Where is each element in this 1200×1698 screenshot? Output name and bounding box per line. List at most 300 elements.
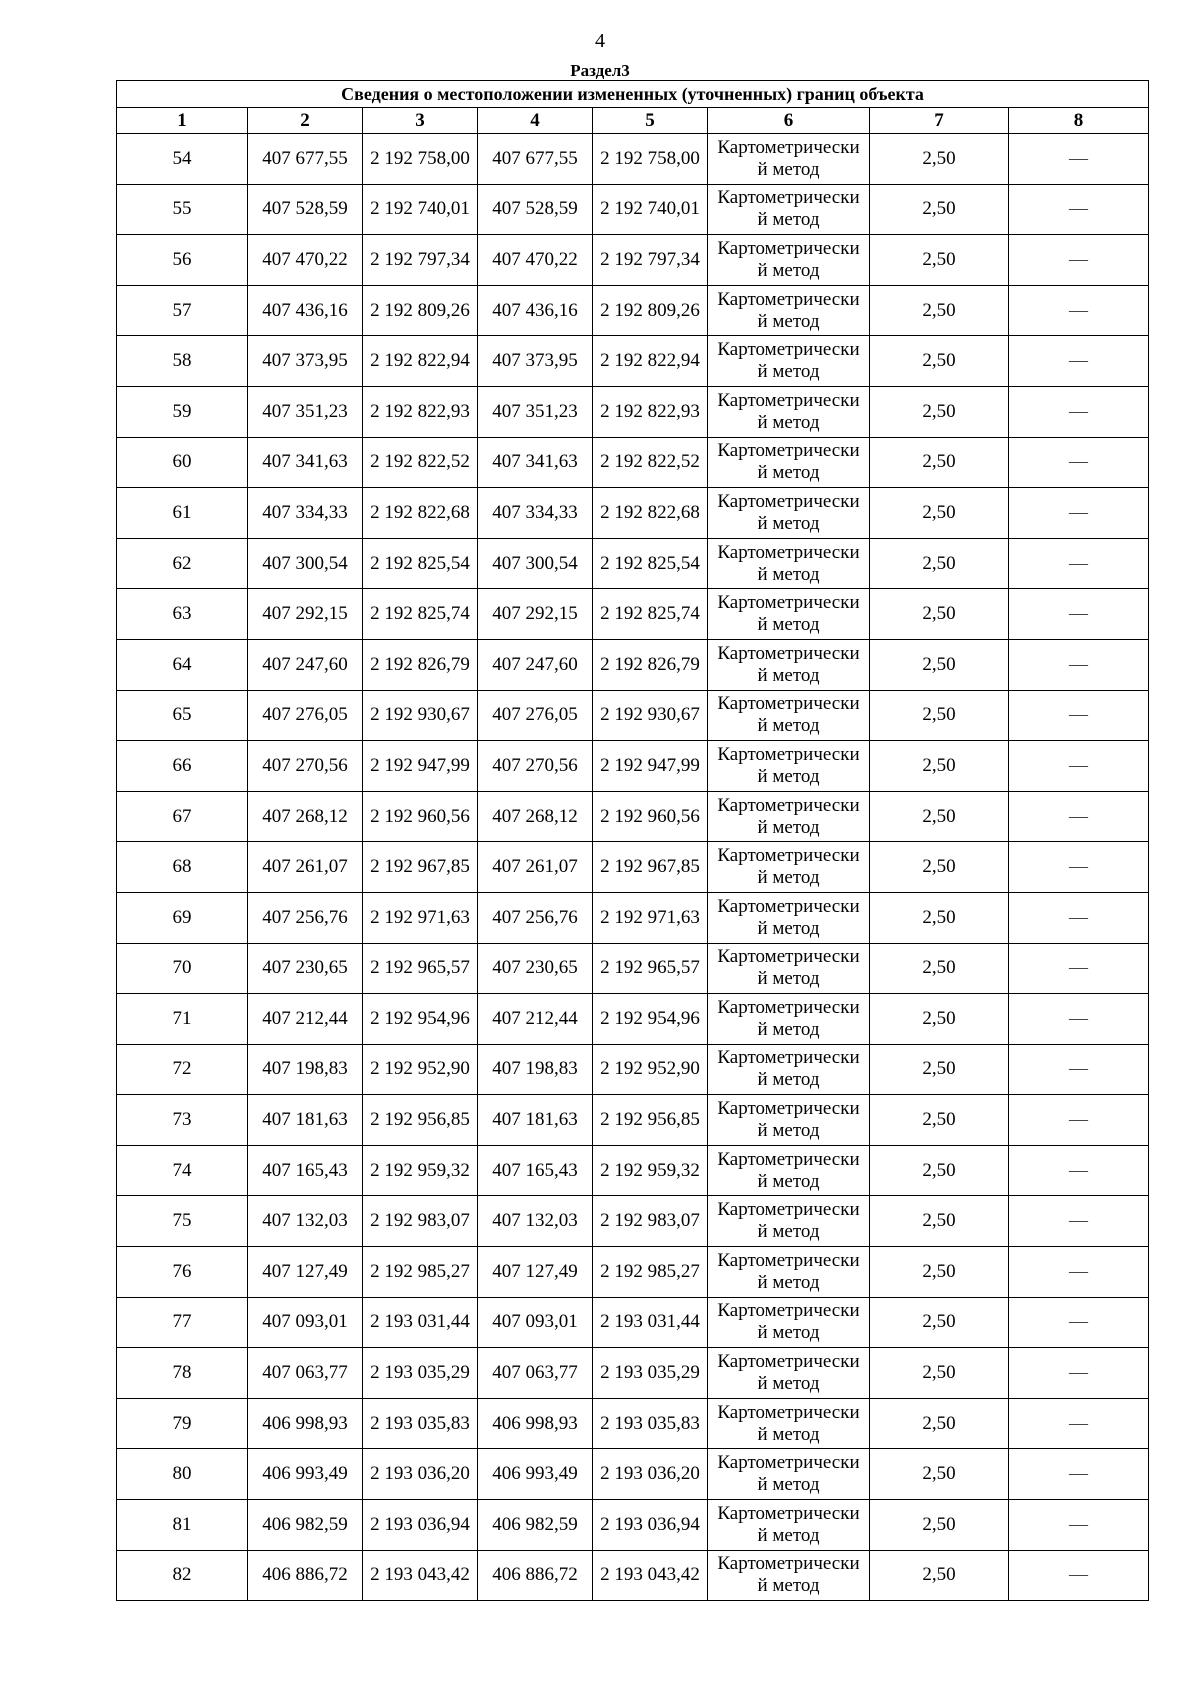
precision-value: 2,50: [870, 1145, 1009, 1196]
existing-x-coordinate: 407 677,55: [248, 134, 363, 185]
new-y-coordinate: 2 192 985,27: [593, 1247, 708, 1298]
precision-value: 2,50: [870, 336, 1009, 387]
table-row: [117, 1247, 1149, 1298]
determination-method: [708, 285, 870, 336]
method-line-2: й метод: [757, 1271, 820, 1293]
existing-x-coordinate: 407 268,12: [248, 791, 363, 842]
new-x-coordinate: 406 886,72: [478, 1550, 593, 1601]
existing-y-coordinate: 2 192 809,26: [363, 285, 478, 336]
column-number: 2: [248, 108, 363, 134]
method-line-2: й метод: [757, 1322, 820, 1344]
point-number: 58: [117, 336, 248, 387]
determination-method: [708, 1297, 870, 1348]
point-number: 70: [117, 943, 248, 994]
empty-mark: —: [1009, 1196, 1149, 1247]
new-x-coordinate: 407 256,76: [478, 892, 593, 943]
table-row: [117, 1297, 1149, 1348]
determination-method: [708, 791, 870, 842]
point-number: 64: [117, 639, 248, 690]
precision-value: 2,50: [870, 235, 1009, 286]
existing-y-coordinate: 2 192 822,94: [363, 336, 478, 387]
new-x-coordinate: 407 341,63: [478, 437, 593, 488]
new-x-coordinate: 407 276,05: [478, 690, 593, 741]
table-caption: Сведения о местоположении измененных (уточненных) границ объекта: [117, 81, 1149, 108]
existing-y-coordinate: 2 192 971,63: [363, 892, 478, 943]
empty-mark: —: [1009, 184, 1149, 235]
existing-x-coordinate: 407 334,33: [248, 488, 363, 539]
new-x-coordinate: 407 063,77: [478, 1348, 593, 1399]
method-line-1: Картометрически: [717, 743, 860, 765]
existing-y-coordinate: 2 193 036,94: [363, 1500, 478, 1551]
new-x-coordinate: 406 998,93: [478, 1398, 593, 1449]
new-x-coordinate: 407 334,33: [478, 488, 593, 539]
table-row: [117, 791, 1149, 842]
method-line-2: й метод: [757, 1524, 820, 1546]
precision-value: 2,50: [870, 943, 1009, 994]
existing-y-coordinate: 2 192 983,07: [363, 1196, 478, 1247]
existing-x-coordinate: 407 198,83: [248, 1044, 363, 1095]
determination-method: [708, 1500, 870, 1551]
new-x-coordinate: 407 300,54: [478, 538, 593, 589]
point-number: 66: [117, 741, 248, 792]
empty-mark: —: [1009, 741, 1149, 792]
new-y-coordinate: 2 192 822,68: [593, 488, 708, 539]
table-row: [117, 1550, 1149, 1601]
method-line-1: Картометрически: [717, 1199, 860, 1221]
existing-x-coordinate: 407 436,16: [248, 285, 363, 336]
existing-x-coordinate: 407 127,49: [248, 1247, 363, 1298]
determination-method: [708, 1398, 870, 1449]
method-line-2: й метод: [757, 614, 820, 636]
method-line-1: Картометрически: [717, 1249, 860, 1271]
new-y-coordinate: 2 192 797,34: [593, 235, 708, 286]
empty-mark: —: [1009, 134, 1149, 185]
existing-x-coordinate: 407 270,56: [248, 741, 363, 792]
table-row: [117, 1449, 1149, 1500]
new-x-coordinate: 407 436,16: [478, 285, 593, 336]
existing-x-coordinate: 407 181,63: [248, 1095, 363, 1146]
precision-value: 2,50: [870, 892, 1009, 943]
method-line-2: й метод: [757, 259, 820, 281]
empty-mark: —: [1009, 1398, 1149, 1449]
method-line-2: й метод: [757, 361, 820, 383]
method-line-1: Картометрически: [717, 1098, 860, 1120]
precision-value: 2,50: [870, 1095, 1009, 1146]
method-line-1: Картометрически: [717, 1148, 860, 1170]
existing-y-coordinate: 2 192 967,85: [363, 842, 478, 893]
new-y-coordinate: 2 192 822,52: [593, 437, 708, 488]
point-number: 54: [117, 134, 248, 185]
table-row: [117, 488, 1149, 539]
determination-method: [708, 639, 870, 690]
determination-method: [708, 892, 870, 943]
determination-method: [708, 690, 870, 741]
precision-value: 2,50: [870, 1500, 1009, 1551]
method-line-1: Картометрически: [717, 1553, 860, 1575]
precision-value: 2,50: [870, 690, 1009, 741]
new-x-coordinate: 407 093,01: [478, 1297, 593, 1348]
page-number: 4: [595, 30, 605, 52]
new-x-coordinate: 407 181,63: [478, 1095, 593, 1146]
new-x-coordinate: 407 165,43: [478, 1145, 593, 1196]
empty-mark: —: [1009, 892, 1149, 943]
table-row: [117, 1044, 1149, 1095]
new-x-coordinate: 407 373,95: [478, 336, 593, 387]
existing-x-coordinate: 407 256,76: [248, 892, 363, 943]
point-number: 78: [117, 1348, 248, 1399]
new-y-coordinate: 2 192 758,00: [593, 134, 708, 185]
existing-y-coordinate: 2 192 985,27: [363, 1247, 478, 1298]
method-line-1: Картометрически: [717, 996, 860, 1018]
precision-value: 2,50: [870, 134, 1009, 185]
existing-y-coordinate: 2 193 036,20: [363, 1449, 478, 1500]
precision-value: 2,50: [870, 1348, 1009, 1399]
column-number: 7: [870, 108, 1009, 134]
method-line-2: й метод: [757, 816, 820, 838]
table-row: [117, 184, 1149, 235]
method-line-2: й метод: [757, 1221, 820, 1243]
empty-mark: —: [1009, 842, 1149, 893]
empty-mark: —: [1009, 437, 1149, 488]
determination-method: [708, 1550, 870, 1601]
new-x-coordinate: 406 993,49: [478, 1449, 593, 1500]
method-line-2: й метод: [757, 867, 820, 889]
method-line-2: й метод: [757, 563, 820, 585]
existing-y-coordinate: 2 192 826,79: [363, 639, 478, 690]
method-line-1: Картометрически: [717, 642, 860, 664]
existing-y-coordinate: 2 192 952,90: [363, 1044, 478, 1095]
method-line-2: й метод: [757, 1018, 820, 1040]
column-number: 8: [1009, 108, 1149, 134]
table-row: [117, 386, 1149, 437]
method-line-1: Картометрически: [717, 1452, 860, 1474]
method-line-2: й метод: [757, 209, 820, 231]
new-y-coordinate: 2 192 952,90: [593, 1044, 708, 1095]
new-x-coordinate: 407 351,23: [478, 386, 593, 437]
method-line-1: Картометрически: [717, 237, 860, 259]
point-number: 59: [117, 386, 248, 437]
table-row: [117, 538, 1149, 589]
empty-mark: —: [1009, 1247, 1149, 1298]
empty-mark: —: [1009, 1449, 1149, 1500]
existing-x-coordinate: 407 132,03: [248, 1196, 363, 1247]
new-x-coordinate: 407 268,12: [478, 791, 593, 842]
precision-value: 2,50: [870, 1449, 1009, 1500]
precision-value: 2,50: [870, 488, 1009, 539]
existing-y-coordinate: 2 192 822,52: [363, 437, 478, 488]
new-y-coordinate: 2 192 967,85: [593, 842, 708, 893]
point-number: 67: [117, 791, 248, 842]
method-line-2: й метод: [757, 310, 820, 332]
point-number: 72: [117, 1044, 248, 1095]
method-line-1: Картометрически: [717, 946, 860, 968]
existing-x-coordinate: 407 165,43: [248, 1145, 363, 1196]
existing-x-coordinate: 407 276,05: [248, 690, 363, 741]
point-number: 76: [117, 1247, 248, 1298]
precision-value: 2,50: [870, 791, 1009, 842]
determination-method: [708, 842, 870, 893]
new-x-coordinate: 407 292,15: [478, 589, 593, 640]
determination-method: [708, 134, 870, 185]
point-number: 62: [117, 538, 248, 589]
new-y-coordinate: 2 192 965,57: [593, 943, 708, 994]
existing-y-coordinate: 2 192 965,57: [363, 943, 478, 994]
table-row: [117, 1398, 1149, 1449]
precision-value: 2,50: [870, 437, 1009, 488]
existing-y-coordinate: 2 192 825,74: [363, 589, 478, 640]
existing-y-coordinate: 2 192 822,93: [363, 386, 478, 437]
new-x-coordinate: 407 212,44: [478, 994, 593, 1045]
new-y-coordinate: 2 192 822,94: [593, 336, 708, 387]
determination-method: [708, 1196, 870, 1247]
method-line-2: й метод: [757, 411, 820, 433]
table-row: [117, 994, 1149, 1045]
method-line-2: й метод: [757, 1474, 820, 1496]
existing-x-coordinate: 407 341,63: [248, 437, 363, 488]
empty-mark: —: [1009, 994, 1149, 1045]
table-row: [117, 690, 1149, 741]
new-y-coordinate: 2 192 809,26: [593, 285, 708, 336]
table-row: [117, 437, 1149, 488]
existing-y-coordinate: 2 192 956,85: [363, 1095, 478, 1146]
method-line-2: й метод: [757, 1170, 820, 1192]
determination-method: [708, 184, 870, 235]
point-number: 55: [117, 184, 248, 235]
existing-x-coordinate: 407 292,15: [248, 589, 363, 640]
method-line-2: й метод: [757, 1423, 820, 1445]
method-line-1: Картометрически: [717, 541, 860, 563]
existing-x-coordinate: 407 261,07: [248, 842, 363, 893]
new-y-coordinate: 2 193 031,44: [593, 1297, 708, 1348]
method-line-1: Картометрически: [717, 389, 860, 411]
table-row: [117, 336, 1149, 387]
precision-value: 2,50: [870, 386, 1009, 437]
empty-mark: —: [1009, 488, 1149, 539]
precision-value: 2,50: [870, 1196, 1009, 1247]
precision-value: 2,50: [870, 1550, 1009, 1601]
point-number: 74: [117, 1145, 248, 1196]
determination-method: [708, 943, 870, 994]
empty-mark: —: [1009, 1095, 1149, 1146]
method-line-2: й метод: [757, 1069, 820, 1091]
point-number: 69: [117, 892, 248, 943]
determination-method: [708, 741, 870, 792]
existing-y-coordinate: 2 193 031,44: [363, 1297, 478, 1348]
existing-y-coordinate: 2 192 959,32: [363, 1145, 478, 1196]
new-y-coordinate: 2 193 036,20: [593, 1449, 708, 1500]
column-number: 3: [363, 108, 478, 134]
method-line-1: Картометрически: [717, 339, 860, 361]
empty-mark: —: [1009, 1297, 1149, 1348]
point-number: 63: [117, 589, 248, 640]
empty-mark: —: [1009, 943, 1149, 994]
new-y-coordinate: 2 192 954,96: [593, 994, 708, 1045]
empty-mark: —: [1009, 791, 1149, 842]
column-number: 1: [117, 108, 248, 134]
determination-method: [708, 1044, 870, 1095]
empty-mark: —: [1009, 1550, 1149, 1601]
existing-x-coordinate: 407 470,22: [248, 235, 363, 286]
table-body: [117, 134, 1149, 1601]
new-y-coordinate: 2 192 825,74: [593, 589, 708, 640]
new-y-coordinate: 2 192 960,56: [593, 791, 708, 842]
new-y-coordinate: 2 192 971,63: [593, 892, 708, 943]
method-line-1: Картометрически: [717, 440, 860, 462]
empty-mark: —: [1009, 386, 1149, 437]
method-line-2: й метод: [757, 512, 820, 534]
method-line-2: й метод: [757, 462, 820, 484]
new-x-coordinate: 406 982,59: [478, 1500, 593, 1551]
existing-x-coordinate: 407 063,77: [248, 1348, 363, 1399]
method-line-1: Картометрически: [717, 490, 860, 512]
determination-method: [708, 1449, 870, 1500]
point-number: 57: [117, 285, 248, 336]
precision-value: 2,50: [870, 1247, 1009, 1298]
determination-method: [708, 235, 870, 286]
determination-method: [708, 1247, 870, 1298]
new-y-coordinate: 2 193 043,42: [593, 1550, 708, 1601]
method-line-2: й метод: [757, 1373, 820, 1395]
table-row: [117, 741, 1149, 792]
precision-value: 2,50: [870, 1044, 1009, 1095]
table-row: [117, 842, 1149, 893]
determination-method: [708, 437, 870, 488]
existing-x-coordinate: 406 998,93: [248, 1398, 363, 1449]
point-number: 81: [117, 1500, 248, 1551]
new-x-coordinate: 407 230,65: [478, 943, 593, 994]
determination-method: [708, 1348, 870, 1399]
existing-y-coordinate: 2 193 035,29: [363, 1348, 478, 1399]
method-line-2: й метод: [757, 968, 820, 990]
new-y-coordinate: 2 192 947,99: [593, 741, 708, 792]
precision-value: 2,50: [870, 589, 1009, 640]
existing-x-coordinate: 407 212,44: [248, 994, 363, 1045]
precision-value: 2,50: [870, 1398, 1009, 1449]
empty-mark: —: [1009, 1044, 1149, 1095]
method-line-1: Картометрически: [717, 1401, 860, 1423]
method-line-1: Картометрически: [717, 1300, 860, 1322]
new-x-coordinate: 407 127,49: [478, 1247, 593, 1298]
existing-x-coordinate: 406 982,59: [248, 1500, 363, 1551]
method-line-1: Картометрически: [717, 895, 860, 917]
point-number: 77: [117, 1297, 248, 1348]
existing-x-coordinate: 407 247,60: [248, 639, 363, 690]
existing-y-coordinate: 2 192 947,99: [363, 741, 478, 792]
point-number: 79: [117, 1398, 248, 1449]
new-y-coordinate: 2 192 740,01: [593, 184, 708, 235]
method-line-1: Картометрически: [717, 1047, 860, 1069]
point-number: 82: [117, 1550, 248, 1601]
existing-y-coordinate: 2 192 960,56: [363, 791, 478, 842]
empty-mark: —: [1009, 690, 1149, 741]
existing-y-coordinate: 2 192 797,34: [363, 235, 478, 286]
section-title: Раздел3: [570, 61, 630, 80]
empty-mark: —: [1009, 1145, 1149, 1196]
existing-y-coordinate: 2 193 043,42: [363, 1550, 478, 1601]
table-row: [117, 1348, 1149, 1399]
method-line-2: й метод: [757, 765, 820, 787]
new-y-coordinate: 2 192 956,85: [593, 1095, 708, 1146]
column-number: 5: [593, 108, 708, 134]
existing-y-coordinate: 2 193 035,83: [363, 1398, 478, 1449]
new-x-coordinate: 407 528,59: [478, 184, 593, 235]
existing-x-coordinate: 407 528,59: [248, 184, 363, 235]
precision-value: 2,50: [870, 842, 1009, 893]
existing-x-coordinate: 406 993,49: [248, 1449, 363, 1500]
determination-method: [708, 1145, 870, 1196]
determination-method: [708, 1095, 870, 1146]
new-y-coordinate: 2 192 825,54: [593, 538, 708, 589]
new-x-coordinate: 407 470,22: [478, 235, 593, 286]
point-number: 61: [117, 488, 248, 539]
existing-y-coordinate: 2 192 930,67: [363, 690, 478, 741]
new-y-coordinate: 2 192 930,67: [593, 690, 708, 741]
method-line-2: й метод: [757, 715, 820, 737]
new-x-coordinate: 407 677,55: [478, 134, 593, 185]
method-line-2: й метод: [757, 917, 820, 939]
point-number: 65: [117, 690, 248, 741]
new-y-coordinate: 2 192 822,93: [593, 386, 708, 437]
new-y-coordinate: 2 193 035,83: [593, 1398, 708, 1449]
column-number-row: [117, 108, 1149, 134]
method-line-1: Картометрически: [717, 592, 860, 614]
determination-method: [708, 538, 870, 589]
method-line-1: Картометрически: [717, 1351, 860, 1373]
existing-x-coordinate: 406 886,72: [248, 1550, 363, 1601]
table-row: [117, 639, 1149, 690]
new-x-coordinate: 407 270,56: [478, 741, 593, 792]
method-line-2: й метод: [757, 1120, 820, 1142]
boundary-coordinates-table: [116, 80, 1149, 1601]
existing-x-coordinate: 407 351,23: [248, 386, 363, 437]
new-x-coordinate: 407 132,03: [478, 1196, 593, 1247]
point-number: 80: [117, 1449, 248, 1500]
new-x-coordinate: 407 198,83: [478, 1044, 593, 1095]
point-number: 68: [117, 842, 248, 893]
method-line-1: Картометрически: [717, 693, 860, 715]
table-row: [117, 1145, 1149, 1196]
column-number: 4: [478, 108, 593, 134]
empty-mark: —: [1009, 538, 1149, 589]
determination-method: [708, 488, 870, 539]
precision-value: 2,50: [870, 1297, 1009, 1348]
existing-x-coordinate: 407 300,54: [248, 538, 363, 589]
point-number: 60: [117, 437, 248, 488]
method-line-2: й метод: [757, 1575, 820, 1597]
method-line-2: й метод: [757, 664, 820, 686]
method-line-1: Картометрически: [717, 136, 860, 158]
existing-y-coordinate: 2 192 740,01: [363, 184, 478, 235]
precision-value: 2,50: [870, 285, 1009, 336]
empty-mark: —: [1009, 235, 1149, 286]
point-number: 56: [117, 235, 248, 286]
determination-method: [708, 386, 870, 437]
new-y-coordinate: 2 192 826,79: [593, 639, 708, 690]
determination-method: [708, 589, 870, 640]
new-x-coordinate: 407 261,07: [478, 842, 593, 893]
precision-value: 2,50: [870, 538, 1009, 589]
column-number: 6: [708, 108, 870, 134]
new-y-coordinate: 2 193 036,94: [593, 1500, 708, 1551]
method-line-1: Картометрически: [717, 288, 860, 310]
precision-value: 2,50: [870, 741, 1009, 792]
table-row: [117, 589, 1149, 640]
existing-y-coordinate: 2 192 758,00: [363, 134, 478, 185]
table-row: [117, 1196, 1149, 1247]
table-row: [117, 285, 1149, 336]
existing-y-coordinate: 2 192 822,68: [363, 488, 478, 539]
determination-method: [708, 994, 870, 1045]
